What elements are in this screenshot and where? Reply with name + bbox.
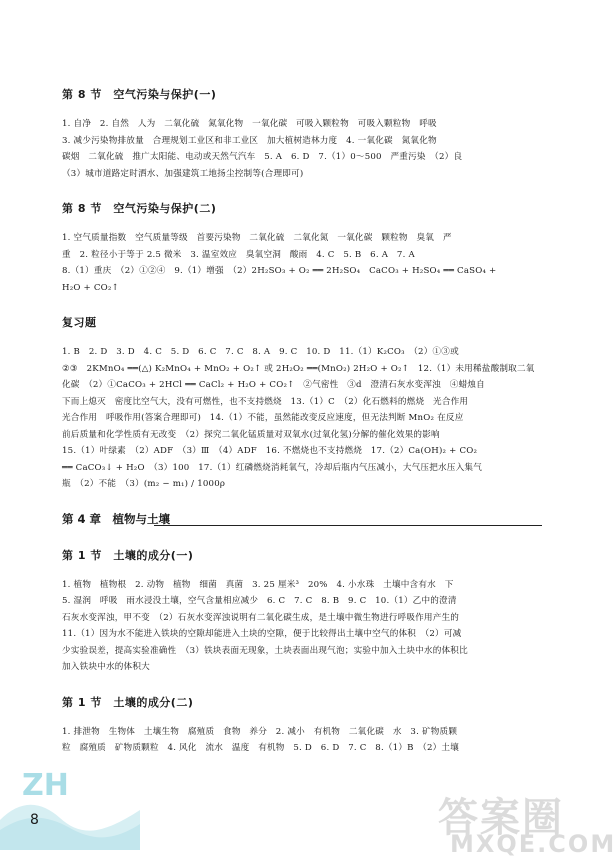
answer-line: ══ CaCO₃↓ + H₂O （3）100 17.（1）红磷燃烧消耗氧气，冷却后瓶内气压减小，大气压把水压入集气	[62, 462, 482, 473]
answer-line: 光合作用 呼吸作用(答案合理即可) 14.（1）不能，虽然能改变反应速度，但无法判断 MnO₂ 在反应	[62, 413, 464, 423]
section-air-pollution-1	[62, 86, 542, 182]
answer-line: 加入铁块中水的体积大	[62, 662, 150, 672]
answer-line: 1. B 2. D 3. D 4. C 5. D 6. C 7. C 8. A 9. C 10. D 11.（1）K₂CO₃ （2）①③或	[62, 347, 459, 357]
answer-line: 1. 空气质量指数 空气质量等级 首要污染物 二氧化硫 二氧化氮 一氧化碳 颗粒物 臭氧 严	[62, 233, 452, 243]
chapter-rule	[154, 525, 542, 526]
section-soil-2	[62, 694, 542, 757]
watermark-logo	[420, 786, 616, 859]
section-soil-1	[62, 547, 542, 676]
section-title: 第 1 节 土壤的成分(一)	[62, 548, 194, 562]
answer-line: ②③ 2KMnO₄ ══(△) K₂MnO₄ + MnO₂ + O₂↑ 或 2H₂O₂ ══(MnO₂) 2H₂O + O₂↑ 12.（1）未用稀盐酸制取二氧	[62, 363, 535, 374]
answer-line: 5. 湿润 呼吸 雨水浸没土壤，空气含量相应减少 6. C 7. C 8. B 9. C 10.（1）乙中的澄清	[62, 596, 457, 606]
answer-line: 少实验误差，提高实验准确性 （3）铁块表面无现象，土块表面出现气泡；实验中加入土块中水的体积比	[62, 645, 468, 656]
answer-line: 3. 减少污染物排放量 合理规划工业区和非工业区 加大植树造林力度 4. 一氧化碳 氮氧化物	[62, 135, 437, 146]
answer-line: 重 2. 粒径小于等于 2.5 微米 3. 温室效应 臭氧空洞 酸雨 4. C 5. B 6. A 7. A	[62, 249, 415, 260]
answer-line: 瓶 （2）不能 （3）(m₂ − m₁) / 1000ρ	[62, 479, 226, 489]
answer-paragraph	[62, 344, 542, 493]
section-title: 复习题	[62, 316, 97, 329]
answer-paragraph	[62, 577, 542, 676]
answer-line: 碳烟 二氧化硫 推广太阳能、电动或天然气汽车 5. A 6. D 7.（1）0～500 严重污染 （2）良	[62, 152, 463, 162]
answer-line: 化碳 （2）①CaCO₃ + 2HCl ══ CaCl₂ + H₂O + CO₂↑ ②气密性 ③d 澄清石灰水变浑浊 ④蜡烛自	[62, 380, 485, 390]
answer-line: H₂O + CO₂↑	[62, 282, 119, 293]
answer-content	[62, 86, 542, 775]
answer-line: （3）城市道路定时洒水、加强建筑工地扬尘控制等(合理即可)	[62, 168, 304, 179]
section-title: 第 8 节 空气污染与保护(二)	[62, 202, 217, 215]
section-title: 第 1 节 土壤的成分(二)	[62, 695, 194, 709]
section-air-pollution-2	[62, 200, 542, 296]
page-number: 8	[30, 812, 39, 828]
answer-line: 11.（1）因为水不能进入铁块的空隙却能进入土块的空隙，便于比较得出土壤中空气的体积 （2）可减	[62, 629, 462, 639]
answer-line: 1. 自净 2. 自然 人为 二氧化硫 氮氧化物 一氧化碳 可吸入颗粒物 可吸入颗粒物 呼吸	[62, 119, 437, 129]
watermark-cn: 答案圈	[438, 795, 564, 841]
zh-decoration: ZH	[22, 768, 69, 803]
chapter-heading	[62, 511, 542, 529]
wave-decoration-icon	[0, 790, 140, 850]
section-review	[62, 314, 542, 493]
answer-paragraph	[62, 116, 542, 182]
answer-paragraph	[62, 230, 542, 296]
answer-line: 粒 腐殖质 矿物质颗粒 4. 风化 流水 温度 有机物 5. D 6. D 7. C 8.（1）B （2）土壤	[62, 743, 460, 753]
answer-paragraph	[62, 724, 542, 757]
answer-line: 下而上熄灭 密度比空气大，没有可燃性，也不支持燃烧 13.（1）C （2）化石燃料的燃烧 光合作用	[62, 396, 469, 407]
answer-line: 前后质量和化学性质有无改变 （2）探究二氧化锰质量对双氧水(过氧化氢)分解的催化效果的影响	[62, 429, 440, 440]
answer-line: 1. 排泄物 生物体 土壤生物 腐殖质 食物 养分 2. 减小 有机物 二氧化碳 水 3. 矿物质颗	[62, 726, 458, 737]
answer-line: 8.（1）重庆 （2）①②④ 9.（1）增强 （2）2H₂SO₃ + O₂ ══ 2H₂SO₄ CaCO₃ + H₂SO₄ ══ CaSO₄ +	[62, 266, 497, 276]
answer-line: 石灰水变浑浊，甲不变 （2）石灰水变浑浊说明有二氧化碳生成，是土壤中微生物进行呼吸作用产生的	[62, 612, 460, 623]
chapter-title: 第 4 章 植物与土壤	[62, 511, 171, 526]
answer-line: 1. 植物 植物根 2. 动物 植物 细菌 真菌 3. 25 厘米³ 20% 4. 小水珠 土壤中含有水 下	[62, 579, 454, 590]
watermark-en: MXQE.COM	[450, 830, 616, 858]
answer-line: 15.（1）叶绿素 （2）ADF （3）Ⅲ （4）ADF 16. 不燃烧也不支持燃烧 17.（2）Ca(OH)₂ + CO₂	[62, 446, 478, 456]
section-title: 第 8 节 空气污染与保护(一)	[62, 88, 217, 101]
